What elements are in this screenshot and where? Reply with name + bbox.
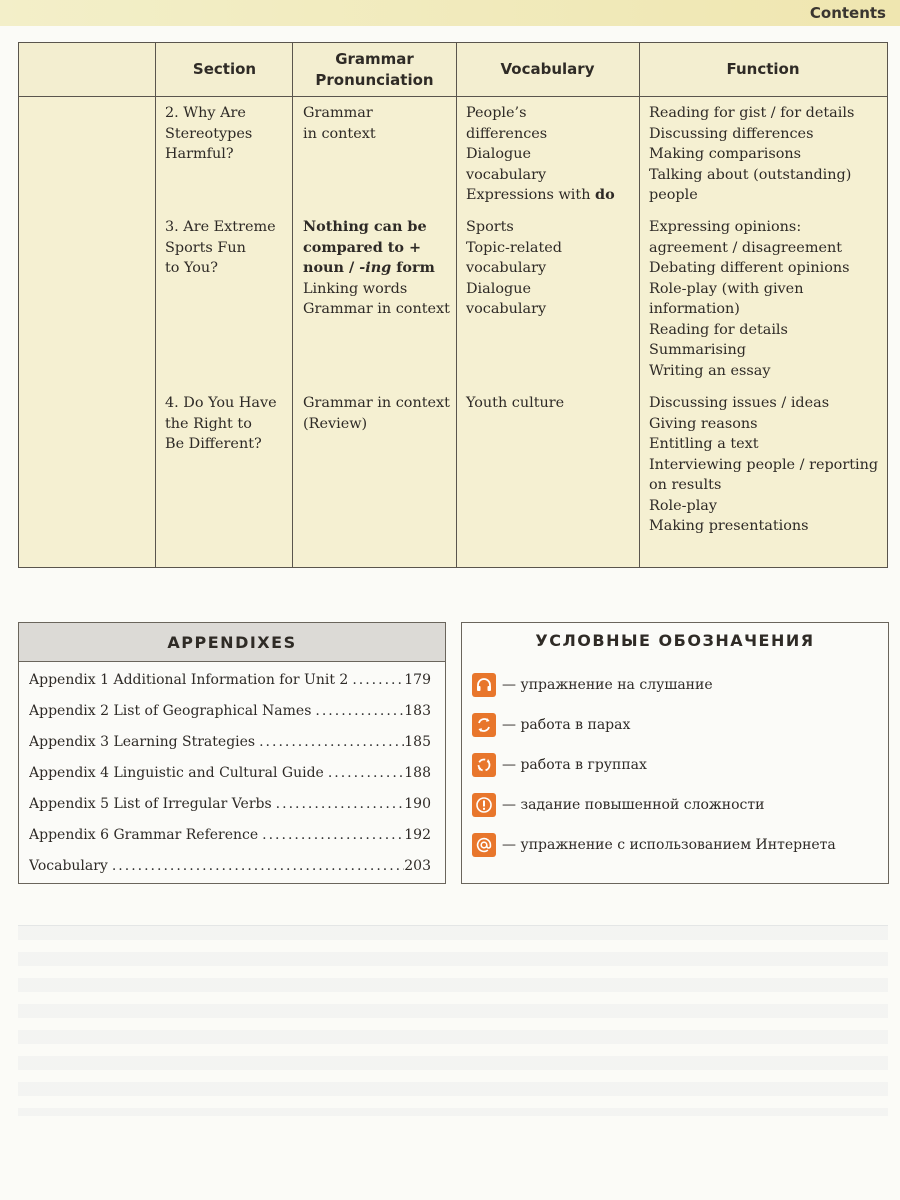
column-header-vocabulary: Vocabulary bbox=[500, 60, 595, 78]
appendix-page: 190 bbox=[404, 796, 431, 812]
appendix-entry[interactable] bbox=[29, 763, 431, 783]
row-4-function: Discussing issues / ideas Giving reasons Entitling a text Interviewing people / reporting on results Role-play Making presentations bbox=[649, 395, 879, 534]
column-divider bbox=[456, 43, 457, 567]
grammar-bold-text: Nothing can be bbox=[303, 218, 427, 235]
row-4-section: 4. Do You Have the Right to Be Different? bbox=[165, 395, 277, 452]
appendix-label: Appendix 1 Additional Information for Unit 2 bbox=[29, 672, 349, 688]
table-header-row bbox=[19, 43, 887, 97]
row-2-vocabulary bbox=[466, 103, 636, 206]
appendix-label: Appendix 4 Linguistic and Cultural Guide bbox=[29, 765, 324, 781]
dot-leader bbox=[311, 701, 404, 721]
grammar-bold-text: compared to + bbox=[303, 238, 422, 256]
appendix-page: 203 bbox=[404, 858, 431, 874]
appendix-entry[interactable] bbox=[29, 732, 431, 752]
column-header-grammar: Grammar Pronunciation bbox=[315, 49, 434, 89]
legend-item bbox=[472, 673, 713, 697]
legend-item bbox=[472, 713, 630, 737]
dot-leader bbox=[255, 732, 404, 752]
row-3-grammar bbox=[303, 217, 455, 320]
column-divider bbox=[292, 43, 293, 567]
row-4-grammar: Grammar in context (Review) bbox=[303, 395, 450, 432]
at-sign-icon bbox=[472, 833, 496, 857]
appendix-page: 183 bbox=[404, 703, 431, 719]
appendix-entry[interactable] bbox=[29, 794, 431, 814]
pair-work-icon bbox=[472, 713, 496, 737]
grammar-bold-line bbox=[303, 258, 455, 279]
legend-text: — работа в группах bbox=[502, 757, 647, 773]
vocab-line: differences bbox=[466, 125, 548, 142]
faint-bleedthrough-area bbox=[18, 925, 888, 1116]
row-2-grammar: Grammar in context bbox=[303, 105, 376, 142]
appendix-page: 179 bbox=[404, 672, 431, 688]
grammar-bold-line bbox=[303, 238, 455, 259]
headphones-icon bbox=[472, 673, 496, 697]
row-3-function: Expressing opinions: agreement / disagreement Debating different opinions Role-play (with given information) Reading for details Summarising Writing an essay bbox=[649, 219, 850, 379]
row-3-vocabulary: Sports Topic-related vocabulary Dialogue vocabulary bbox=[466, 219, 562, 317]
grammar-bold-text: noun / bbox=[303, 259, 360, 276]
legend-title: УСЛОВНЫЕ ОБОЗНАЧЕНИЯ bbox=[535, 631, 815, 650]
legend-text: — упражнение на слушание bbox=[502, 677, 713, 693]
row-4-vocabulary: Youth culture bbox=[466, 395, 565, 411]
legend-item bbox=[472, 753, 647, 777]
grammar-rest: Linking words Grammar in context bbox=[303, 280, 450, 317]
appendixes-title: APPENDIXES bbox=[19, 623, 445, 662]
vocab-line bbox=[466, 185, 636, 206]
appendix-label: Appendix 6 Grammar Reference bbox=[29, 827, 259, 843]
appendix-entry[interactable] bbox=[29, 825, 431, 845]
appendix-page: 185 bbox=[404, 734, 431, 750]
grammar-bold-text: form bbox=[391, 259, 435, 276]
vocab-line: People’s bbox=[466, 105, 527, 121]
vocab-bold-word: do bbox=[595, 186, 615, 203]
grammar-bold-italic-text: -ing bbox=[359, 259, 392, 276]
appendix-label: Vocabulary bbox=[29, 858, 108, 874]
dot-leader bbox=[324, 763, 404, 783]
legend-item bbox=[472, 833, 836, 857]
legend-text: — работа в парах bbox=[502, 717, 631, 733]
column-divider bbox=[639, 43, 640, 567]
appendixes-box bbox=[18, 622, 446, 884]
exclamation-icon bbox=[472, 793, 496, 817]
vocab-line: Dialogue bbox=[466, 146, 531, 162]
dot-leader bbox=[272, 794, 405, 814]
grammar-bold-line bbox=[303, 217, 455, 238]
group-work-icon bbox=[472, 753, 496, 777]
appendix-entry[interactable] bbox=[29, 701, 431, 721]
appendix-label: Appendix 3 Learning Strategies bbox=[29, 734, 256, 750]
row-2-section: 2. Why Are Stereotypes Harmful? bbox=[165, 105, 253, 162]
row-3-section: 3. Are Extreme Sports Fun to You? bbox=[165, 219, 276, 276]
appendix-label: Appendix 2 List of Geographical Names bbox=[29, 703, 312, 719]
column-header-section: Section bbox=[192, 60, 257, 78]
appendix-entry[interactable] bbox=[29, 856, 431, 876]
column-header-function: Function bbox=[726, 60, 800, 78]
row-2-function: Reading for gist / for details Discussing differences Making comparisons Talking about (outstanding) people bbox=[649, 105, 855, 203]
contents-table bbox=[18, 42, 888, 568]
appendix-label: Appendix 5 List of Irregular Verbs bbox=[29, 796, 272, 812]
legend-box bbox=[461, 622, 889, 884]
appendix-page: 188 bbox=[404, 765, 431, 781]
legend-text: — упражнение с использованием Интернета bbox=[502, 837, 836, 853]
vocab-text: Expressions with bbox=[466, 187, 596, 203]
legend-text: — задание повышенной сложности bbox=[502, 797, 765, 813]
dot-leader bbox=[348, 670, 404, 690]
top-strip bbox=[0, 0, 900, 26]
vocab-line: vocabulary bbox=[466, 166, 547, 183]
dot-leader bbox=[108, 856, 404, 876]
legend-item bbox=[472, 793, 764, 817]
appendix-entry[interactable] bbox=[29, 670, 431, 690]
dot-leader bbox=[258, 825, 404, 845]
column-divider bbox=[155, 43, 156, 567]
page-header-label: Contents bbox=[809, 4, 886, 22]
appendix-page: 192 bbox=[404, 827, 431, 843]
